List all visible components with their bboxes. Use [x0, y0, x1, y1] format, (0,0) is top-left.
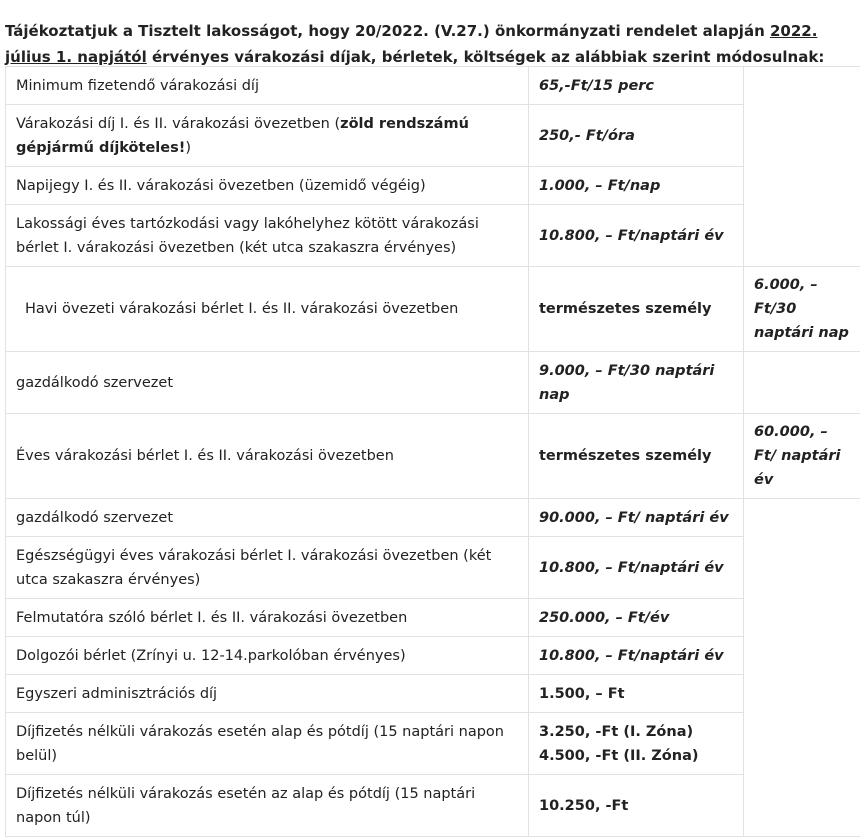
table-row [6, 713, 860, 775]
fee-label: gazdálkodó szervezet [6, 352, 529, 414]
fee-value: 3.250, -Ft (I. Zóna) 4.500, -Ft (II. Zóna) [529, 713, 744, 775]
table-row [6, 414, 860, 499]
fee-label: gazdálkodó szervezet [6, 499, 529, 537]
table-row [6, 775, 860, 837]
fee-value: 1.000, – Ft/nap [529, 167, 744, 205]
table-row [6, 105, 860, 167]
table-row [6, 167, 860, 205]
intro-date-link[interactable]: 2022. július 1. napjától [5, 22, 817, 66]
fee-value: 60.000, – Ft/ naptári év [744, 414, 860, 499]
fee-category: természetes személy [529, 414, 744, 499]
fee-label: Egyszeri adminisztrációs díj [6, 675, 529, 713]
fee-value: 250,- Ft/óra [529, 105, 744, 167]
fee-label: Lakossági éves tartózkodási vagy lakóhelyhez kötött várakozási bérlet I. várakozási övezetben (két utca szakaszra érvényes) [6, 205, 529, 267]
table-row [6, 67, 860, 105]
table-row [6, 499, 860, 537]
table-row [6, 637, 860, 675]
intro-paragraph [5, 18, 855, 70]
empty-cell [744, 352, 860, 414]
intro-text-start: Tájékoztatjuk a Tisztelt lakosságot, hogy 20/2022. (V.27.) önkormányzati rendelet alapján [5, 22, 770, 40]
fee-label-emphasis: zöld rendszámú gépjármű díjköteles! [16, 116, 469, 156]
table-row [6, 675, 860, 713]
fee-value: 90.000, – Ft/ naptári év [529, 499, 744, 537]
fee-value: 1.500, – Ft [529, 675, 744, 713]
fee-label-text: Várakozási díj I. és II. várakozási övezetben ( [16, 116, 340, 132]
fee-value: 10.800, – Ft/naptári év [529, 637, 744, 675]
fee-label-text: Havi övezeti várakozási bérlet I. és II. várakozási övezetben [16, 301, 458, 317]
fee-label: Éves várakozási bérlet I. és II. várakozási övezetben [6, 414, 529, 499]
fee-value: 10.250, -Ft [529, 775, 744, 837]
fee-table [5, 66, 860, 837]
fee-category: természetes személy [529, 267, 744, 352]
fee-value: 65,-Ft/15 perc [529, 67, 744, 105]
fee-value: 9.000, – Ft/30 naptári nap [529, 352, 744, 414]
fee-label: Dolgozói bérlet (Zrínyi u. 12-14.parkolóban érvényes) [6, 637, 529, 675]
fee-label: Díjfizetés nélküli várakozás esetén az alap és pótdíj (15 naptári napon túl) [6, 775, 529, 837]
table-row [6, 267, 860, 352]
fee-value: 10.800, – Ft/naptári év [529, 537, 744, 599]
table-row [6, 352, 860, 414]
fee-label [6, 105, 529, 167]
fee-label: Felmutatóra szóló bérlet I. és II. várakozási övezetben [6, 599, 529, 637]
fee-value: 250.000, – Ft/év [529, 599, 744, 637]
empty-cell [744, 67, 860, 267]
fee-value: 10.800, – Ft/naptári év [529, 205, 744, 267]
table-row [6, 599, 860, 637]
fee-label: Minimum fizetendő várakozási díj [6, 67, 529, 105]
empty-cell [744, 499, 860, 837]
fee-label: Napijegy I. és II. várakozási övezetben (üzemidő végéig) [6, 167, 529, 205]
fee-value: 6.000, – Ft/30 naptári nap [744, 267, 860, 352]
table-row [6, 205, 860, 267]
fee-label [6, 267, 529, 352]
intro-text-end: érvényes várakozási díjak, bérletek, költségek az alábbiak szerint módosulnak: [147, 48, 825, 66]
fee-label: Díjfizetés nélküli várakozás esetén alap és pótdíj (15 naptári napon belül) [6, 713, 529, 775]
table-row [6, 537, 860, 599]
fee-label-text: ) [185, 140, 191, 156]
fee-label: Egészségügyi éves várakozási bérlet I. várakozási övezetben (két utca szakaszra érvényes) [6, 537, 529, 599]
